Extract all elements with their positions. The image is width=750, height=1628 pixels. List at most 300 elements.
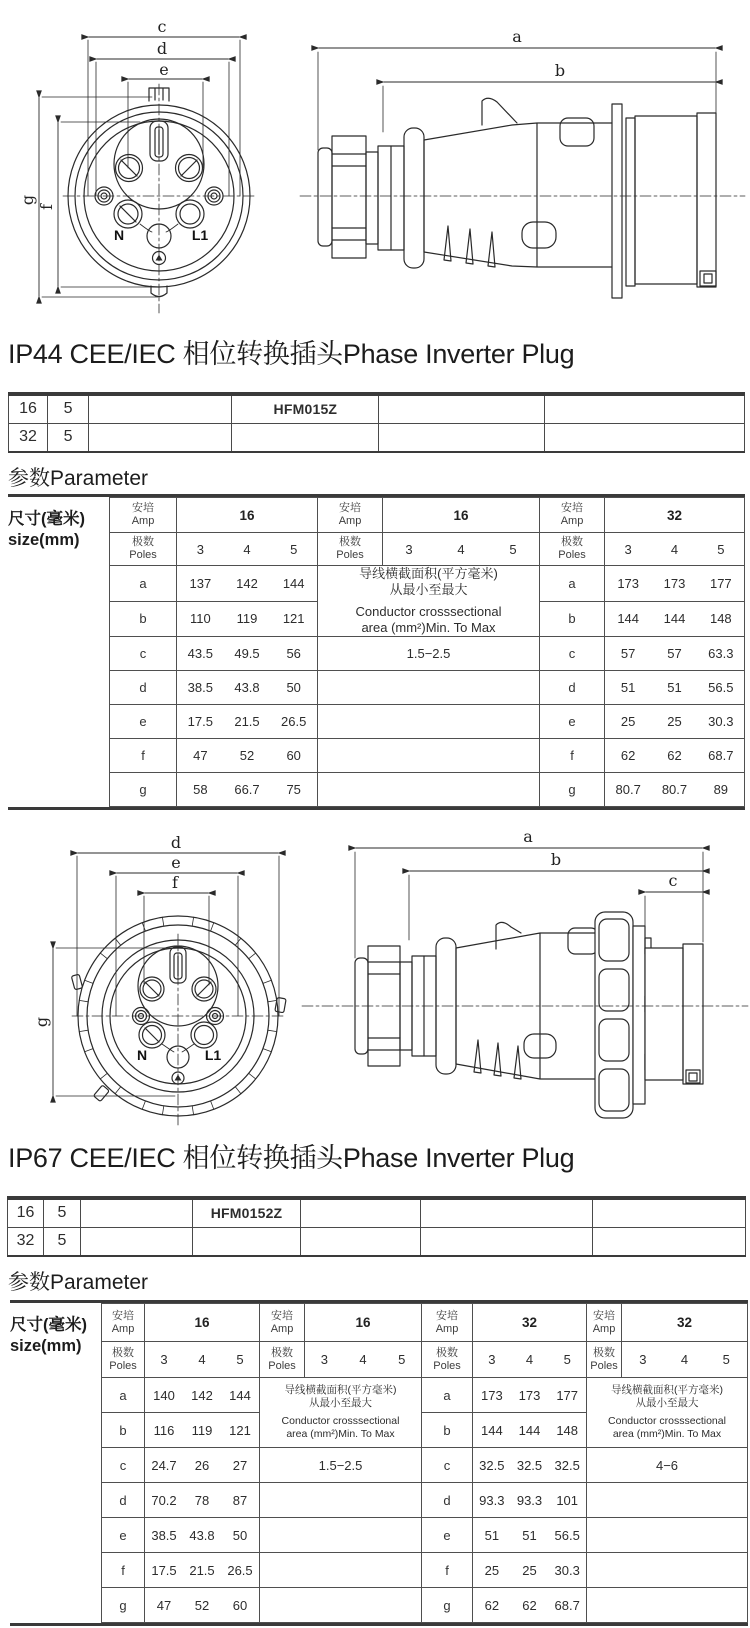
row-label-cell: f	[102, 1553, 145, 1588]
val: 3	[320, 1352, 328, 1367]
conductor-range-cell: 4−6	[587, 1448, 748, 1483]
amp-label-cell: 安培 Amp	[102, 1304, 145, 1342]
pin-label-l1: L1	[191, 227, 209, 243]
ip67-section-title: IP67 CEE/IEC 相位转换插头Phase Inverter Plug	[8, 1143, 575, 1173]
amp-cell: 32	[9, 423, 48, 452]
row-label-cell: g	[110, 773, 177, 807]
val: 121	[229, 1422, 251, 1438]
amp-value-cell: 32	[622, 1304, 748, 1342]
amp-label-cell: 安培 Amp	[110, 498, 177, 533]
poles-values-cell	[305, 1342, 422, 1378]
ip67-parameter-heading: 参数Parameter	[8, 1271, 149, 1294]
val: 93.3	[516, 1492, 543, 1508]
model-row	[8, 1198, 746, 1227]
amp-label-cell: 安培 Amp	[318, 498, 383, 533]
conductor-note-en: Conductor crosssectional area (mm²)Min. To Max	[355, 603, 502, 635]
val: 62	[522, 1597, 537, 1613]
row-label-cell: e	[422, 1518, 473, 1553]
val: 25	[484, 1562, 500, 1578]
values-cell	[177, 601, 318, 637]
row-label-cell: g	[102, 1588, 145, 1623]
poles-label-cell: 极数 Poles	[260, 1342, 305, 1378]
val: 51	[522, 1527, 537, 1543]
poles-label-cell: 极数 Poles	[540, 533, 605, 566]
empty-cell	[544, 423, 744, 452]
val: 5	[398, 1352, 406, 1367]
val: 140	[153, 1387, 175, 1403]
param-row-a	[102, 1378, 748, 1413]
poles-label-cell: 极数 Poles	[102, 1342, 145, 1378]
side-cutout	[522, 222, 556, 248]
collar-ring	[404, 128, 424, 268]
poles-header-row	[110, 533, 745, 566]
values-cell	[605, 671, 745, 705]
param-row-e	[110, 705, 745, 739]
ip44-model-table	[8, 392, 745, 453]
body-cone	[424, 123, 612, 267]
empty-cell	[421, 1227, 593, 1256]
val: 75	[286, 782, 301, 797]
ip44-parameter-grid	[109, 497, 745, 807]
poles-label-cell: 极数 Poles	[318, 533, 383, 566]
empty-cell	[260, 1483, 422, 1518]
row-label-cell: a	[540, 566, 605, 602]
size-label-en: size(mm)	[10, 1337, 82, 1356]
poles-label-cell: 极数 Poles	[422, 1342, 473, 1378]
val: 5	[290, 541, 298, 557]
pin-l1-hole	[191, 1022, 217, 1048]
empty-cell	[587, 1483, 748, 1518]
conductor-note-cell	[260, 1378, 422, 1448]
plug-body	[318, 98, 716, 298]
values-cell	[473, 1553, 587, 1588]
amp-label-cell: 安培 Amp	[422, 1304, 473, 1342]
amp-label-cell: 安培 Amp	[540, 498, 605, 533]
amp-value-cell: 16	[383, 498, 540, 533]
pin-label-n: N	[136, 1047, 148, 1063]
param-row-e	[102, 1518, 748, 1553]
val: 50	[286, 680, 301, 695]
dim-label-g: g	[32, 1016, 51, 1028]
val: 144	[663, 611, 686, 627]
conductor-note-cell	[318, 566, 540, 637]
param-row-c	[102, 1448, 748, 1483]
empty-cell	[587, 1588, 748, 1623]
values-cell	[473, 1448, 587, 1483]
ip44-section-title: IP44 CEE/IEC 相位转换插头Phase Inverter Plug	[8, 339, 575, 369]
values-cell	[605, 601, 745, 637]
val: 25	[667, 714, 682, 729]
val: 50	[232, 1527, 248, 1543]
latch-keeper	[568, 928, 598, 954]
val: 38.5	[151, 1527, 177, 1543]
val: 49.5	[234, 646, 260, 661]
dimension-lines	[319, 48, 715, 82]
dim-label-e: e	[159, 60, 169, 79]
grip-ribs	[474, 1040, 521, 1079]
amp-header-row	[102, 1304, 748, 1342]
val: 142	[236, 575, 258, 591]
pin-l1-hole	[176, 200, 204, 228]
row-label-cell: a	[422, 1378, 473, 1413]
val: 3	[488, 1352, 496, 1367]
val: 101	[556, 1492, 579, 1508]
row-label-cell: e	[540, 705, 605, 739]
row-label-cell: b	[540, 601, 605, 637]
ip44-parameter-table	[8, 494, 745, 810]
empty-cell	[81, 1227, 193, 1256]
val: 4	[680, 1352, 689, 1367]
conductor-note-en: Conductor crosssectional area (mm²)Min. To Max	[281, 1415, 400, 1441]
param-row-d	[110, 671, 745, 705]
ip44-parameter-heading: 参数Parameter	[8, 467, 149, 490]
val: 3	[405, 541, 413, 557]
conductor-note-en: Conductor crosssectional area (mm²)Min. To Max	[608, 1415, 726, 1441]
val: 4	[457, 541, 465, 557]
ip67-side-view-drawing	[295, 827, 750, 1132]
terminal-screw-left	[116, 155, 143, 182]
val: 4	[525, 1352, 534, 1367]
empty-cell	[587, 1518, 748, 1553]
val: 4	[670, 541, 679, 557]
terminal-screw-right	[176, 155, 203, 182]
amp-label-cell: 安培 Amp	[587, 1304, 622, 1342]
val: 173	[617, 575, 640, 591]
row-label-cell: b	[422, 1413, 473, 1448]
val: 47	[193, 748, 208, 763]
row-label-cell: b	[110, 601, 177, 637]
ip44-side-view-drawing	[295, 18, 750, 315]
val: 144	[518, 1422, 541, 1438]
amp-value-cell: 16	[145, 1304, 260, 1342]
terminal-screw-left	[140, 977, 164, 1001]
row-label-cell: f	[540, 739, 605, 773]
values-cell	[605, 705, 745, 739]
model-number-cell	[193, 1227, 301, 1256]
pin-label-l1: L1	[204, 1047, 222, 1063]
val: 52	[194, 1597, 210, 1613]
empty-cell	[318, 739, 540, 773]
val: 148	[556, 1422, 579, 1438]
poles-label-cell: 极数 Poles	[587, 1342, 622, 1378]
poles-values-cell	[383, 533, 540, 566]
val: 57	[620, 646, 636, 661]
poles-label-cell: 极数 Poles	[110, 533, 177, 566]
val: 27	[232, 1457, 248, 1473]
poles-cell: 5	[44, 1198, 81, 1227]
val: 5	[717, 541, 725, 557]
values-cell	[177, 773, 318, 807]
dim-label-f: f	[37, 204, 56, 210]
cable-gland-cap	[318, 148, 332, 246]
terminal-screw-right	[192, 977, 216, 1001]
val: 17.5	[151, 1562, 177, 1578]
val: 144	[480, 1422, 503, 1438]
val: 32.5	[516, 1457, 543, 1473]
val: 121	[282, 611, 305, 627]
row-label-cell: d	[102, 1483, 145, 1518]
val: 56.5	[708, 680, 734, 695]
row-label-cell: e	[110, 705, 177, 739]
ip67-model-table	[7, 1196, 746, 1257]
latch-keeper	[560, 118, 594, 146]
val: 4	[198, 1352, 206, 1367]
ring-tab	[275, 997, 286, 1012]
empty-cell	[89, 394, 232, 423]
val: 24.7	[151, 1457, 177, 1473]
val: 80.7	[661, 782, 688, 797]
empty-cell	[421, 1198, 593, 1227]
amp-value-cell: 16	[177, 498, 318, 533]
locking-ring-body	[595, 912, 633, 1118]
val: 38.5	[187, 680, 213, 695]
values-cell	[473, 1518, 587, 1553]
val: 51	[620, 680, 636, 695]
amp-cell: 16	[8, 1198, 44, 1227]
val: 51	[667, 680, 682, 695]
poles-cell: 5	[44, 1227, 81, 1256]
param-row-d	[102, 1483, 748, 1518]
amp-value-cell: 16	[305, 1304, 422, 1342]
amp-cell: 32	[8, 1227, 44, 1256]
gland-neck	[366, 152, 378, 244]
values-cell	[145, 1378, 260, 1413]
val: 119	[236, 611, 258, 627]
ring-tab	[93, 1085, 109, 1102]
val: 177	[556, 1387, 579, 1403]
val: 60	[286, 748, 301, 763]
empty-cell	[81, 1198, 193, 1227]
size-unit-label	[10, 1303, 101, 1623]
val: 3	[639, 1352, 647, 1367]
amp-value-cell: 32	[473, 1304, 587, 1342]
empty-cell	[593, 1227, 746, 1256]
amp-header-row	[110, 498, 745, 533]
val: 5	[509, 541, 517, 557]
val: 3	[160, 1352, 168, 1367]
empty-cell	[301, 1198, 421, 1227]
dimension-lines	[356, 848, 702, 892]
empty-cell	[593, 1198, 746, 1227]
dim-label-a: a	[512, 27, 522, 46]
model-number-cell	[232, 423, 379, 452]
conductor-note-zh: 导线横截面积(平方毫米) 从最小至最大	[284, 1383, 397, 1409]
empty-cell	[318, 671, 540, 705]
val: 63.3	[708, 646, 734, 661]
empty-cell	[587, 1553, 748, 1588]
model-number-cell: HFM015Z	[232, 394, 379, 423]
values-cell	[177, 637, 318, 671]
val: 93.3	[479, 1492, 505, 1508]
val: 144	[617, 611, 640, 627]
dim-label-e: e	[171, 853, 181, 872]
values-cell	[605, 637, 745, 671]
dim-label-a: a	[523, 827, 533, 846]
val: 21.5	[189, 1562, 215, 1578]
val: 3	[624, 541, 632, 557]
poles-cell: 5	[48, 394, 89, 423]
val: 25	[522, 1562, 537, 1578]
row-label-cell: c	[540, 637, 605, 671]
row-label-cell: a	[102, 1378, 145, 1413]
conductor-range-cell: 1.5−2.5	[260, 1448, 422, 1483]
amp-cell: 16	[9, 394, 48, 423]
poles-cell: 5	[48, 423, 89, 452]
values-cell	[145, 1413, 260, 1448]
front-sleeve	[635, 116, 697, 284]
val: 58	[193, 782, 208, 797]
dim-label-c: c	[157, 17, 167, 36]
values-cell	[145, 1483, 260, 1518]
val: 43.8	[189, 1527, 215, 1543]
end-cap	[697, 113, 716, 287]
empty-cell	[260, 1588, 422, 1623]
param-row-f	[110, 739, 745, 773]
param-row-g	[102, 1588, 748, 1623]
empty-cell	[318, 773, 540, 807]
conductor-note-zh: 导线横截面积(平方毫米) 从最小至最大	[359, 566, 498, 598]
values-cell	[145, 1553, 260, 1588]
values-cell	[473, 1483, 587, 1518]
pin-n-hole	[139, 1022, 165, 1048]
val: 32.5	[554, 1457, 580, 1473]
val: 57	[667, 646, 682, 661]
dim-label-g: g	[18, 194, 37, 206]
pin-label-n: N	[113, 227, 125, 243]
top-latch-fin	[482, 98, 517, 125]
val: 5	[722, 1352, 730, 1367]
row-label-cell: c	[422, 1448, 473, 1483]
row-label-cell: d	[110, 671, 177, 705]
size-label-en: size(mm)	[8, 531, 80, 550]
values-cell	[177, 671, 318, 705]
val: 173	[518, 1387, 541, 1403]
row-label-cell: g	[540, 773, 605, 807]
model-row	[9, 394, 745, 423]
front-sleeve	[645, 948, 683, 1080]
plug-body	[355, 912, 703, 1118]
param-row-a	[110, 566, 745, 602]
val: 56	[286, 646, 301, 661]
top-latch-fin	[496, 922, 521, 949]
dim-label-f: f	[172, 873, 178, 892]
empty-cell	[544, 394, 744, 423]
val: 144	[229, 1387, 251, 1403]
poles-values-cell	[605, 533, 745, 566]
size-unit-label	[8, 497, 109, 807]
poles-values-cell	[473, 1342, 587, 1378]
val: 26.5	[227, 1562, 253, 1578]
conductor-note-zh: 导线横截面积(平方毫米) 从最小至最大	[611, 1383, 723, 1409]
val: 173	[480, 1387, 503, 1403]
val: 26.5	[281, 714, 307, 729]
row-label-cell: c	[110, 637, 177, 671]
val: 5	[236, 1352, 244, 1367]
grip-ribs	[444, 226, 495, 267]
end-cap	[683, 944, 703, 1084]
empty-cell	[318, 705, 540, 739]
val: 68.7	[554, 1597, 580, 1613]
centerlines	[63, 84, 256, 313]
val: 87	[232, 1492, 248, 1508]
amp-value-cell: 32	[605, 498, 745, 533]
val: 142	[191, 1387, 213, 1403]
poles-header-row	[102, 1342, 748, 1378]
val: 110	[189, 611, 211, 627]
size-label-zh: 尺寸(毫米)	[8, 510, 85, 528]
dim-label-d: d	[170, 833, 182, 852]
dim-label-b: b	[550, 850, 562, 869]
param-row-c	[110, 637, 745, 671]
values-cell	[473, 1588, 587, 1623]
values-cell	[145, 1518, 260, 1553]
dim-label-d: d	[156, 39, 168, 58]
extension-lines	[318, 52, 716, 150]
values-cell	[177, 705, 318, 739]
empty-cell	[301, 1227, 421, 1256]
val: 119	[191, 1422, 213, 1438]
flange	[612, 104, 622, 298]
param-row-f	[102, 1553, 748, 1588]
row-label-cell: c	[102, 1448, 145, 1483]
val: 51	[484, 1527, 500, 1543]
empty-cell	[379, 423, 544, 452]
ip67-parameter-grid	[101, 1303, 748, 1623]
val: 21.5	[234, 714, 260, 729]
pin-n-hole	[114, 200, 142, 228]
val: 17.5	[187, 714, 213, 729]
poles-values-cell	[622, 1342, 748, 1378]
val: 62	[484, 1597, 500, 1613]
row-label-cell: d	[540, 671, 605, 705]
val: 66.7	[234, 782, 260, 797]
row-label-cell: d	[422, 1483, 473, 1518]
val: 137	[189, 575, 212, 591]
val: 3	[196, 541, 204, 557]
param-row-g	[110, 773, 745, 807]
conductor-note-cell	[587, 1378, 748, 1448]
val: 62	[667, 748, 682, 763]
val: 68.7	[708, 748, 734, 763]
poles-values-cell	[145, 1342, 260, 1378]
val: 32.5	[479, 1457, 505, 1473]
conductor-range-cell: 1.5−2.5	[318, 637, 540, 671]
val: 52	[239, 748, 255, 763]
values-cell	[605, 739, 745, 773]
val: 80.7	[615, 782, 641, 797]
values-cell	[177, 739, 318, 773]
val: 116	[153, 1422, 175, 1438]
val: 70.2	[151, 1492, 177, 1508]
val: 78	[194, 1492, 210, 1508]
val: 26	[194, 1457, 210, 1473]
row-label-cell: e	[102, 1518, 145, 1553]
ip67-parameter-table	[10, 1300, 748, 1626]
val: 43.8	[234, 680, 260, 695]
flange-rib	[626, 118, 635, 286]
val: 60	[232, 1597, 248, 1613]
bayonet-strip	[633, 926, 645, 1104]
val: 4	[359, 1352, 367, 1367]
val: 43.5	[187, 646, 213, 661]
size-label-zh: 尺寸(毫米)	[10, 1316, 87, 1334]
values-cell	[177, 566, 318, 602]
values-cell	[605, 566, 745, 602]
val: 4	[243, 541, 251, 557]
dim-label-c: c	[668, 871, 678, 890]
val: 47	[156, 1597, 172, 1613]
val: 173	[663, 575, 686, 591]
